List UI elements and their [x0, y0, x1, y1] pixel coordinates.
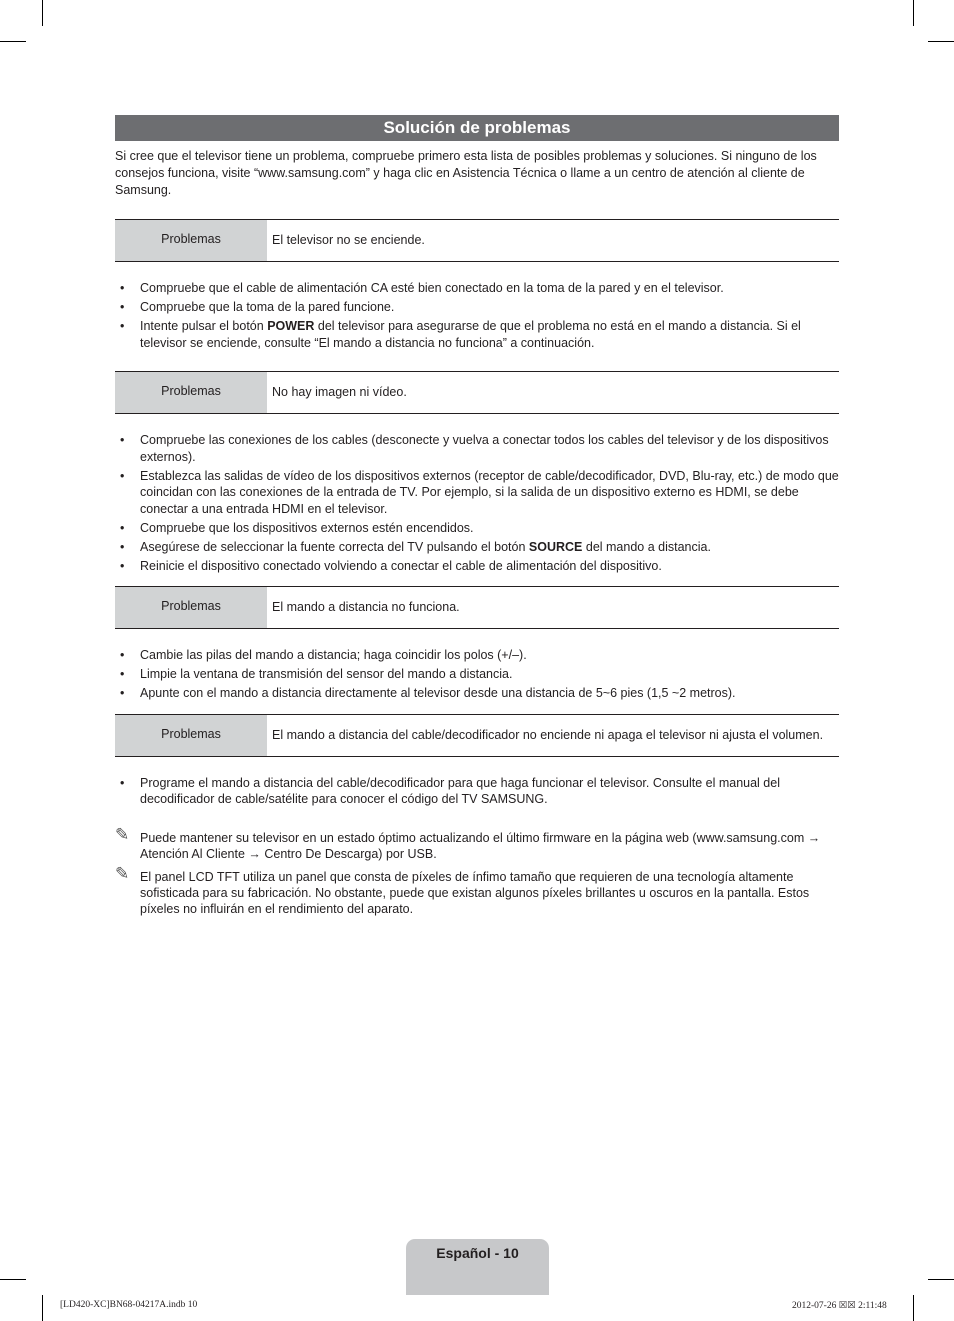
solution-list [115, 432, 839, 574]
crop-mark [913, 0, 914, 26]
crop-mark [928, 41, 954, 42]
crop-mark [0, 1279, 26, 1280]
crop-mark [928, 1279, 954, 1280]
solution-item [115, 775, 839, 808]
solution-text: Limpie la ventana de transmisión del sensor del mando a distancia. [140, 667, 513, 681]
print-timestamp: 2012-07-26 ☒☒ 2:11:48 [792, 1301, 887, 1311]
crop-mark [913, 1295, 914, 1321]
problems-list [115, 219, 839, 808]
pencil-note-icon: ✎ [115, 863, 130, 883]
solution-text: Programe el mando a distancia del cable/decodificador para que haga funcionar el televisor. Consulte el manual del decodificador de cable/satélite para conocer el código del TV SAMSUNG. [140, 775, 780, 806]
solution-item [115, 520, 839, 537]
notes-section [115, 824, 839, 917]
solution-item [115, 666, 839, 683]
problem-label: Problemas [115, 715, 267, 756]
note-item [115, 863, 839, 917]
problem-label: Problemas [115, 587, 267, 628]
button-name: POWER [267, 319, 315, 333]
crop-mark [42, 1295, 43, 1321]
problem-row [115, 714, 839, 757]
crop-mark [0, 41, 26, 42]
note-text: El panel LCD TFT utiliza un panel que consta de píxeles de ínfimo tamaño que requieren de una tecnología altamente sofisticada para su fabricación. No obstante, puede que existan algunos píxeles brillantes u oscuros en la pantalla. Estos píxeles no influirán en el rendimiento del aparato. [140, 869, 810, 916]
solution-text: Reinicie el dispositivo conectado volviendo a conectar el cable de alimentación del dispositivo. [140, 558, 662, 573]
solution-text: Asegúrese de seleccionar la fuente correcta del TV pulsando el botón [140, 539, 529, 554]
page-content [115, 115, 839, 924]
page-number-tab [406, 1239, 549, 1295]
solution-item [115, 468, 839, 518]
solution-item [115, 558, 839, 575]
file-slug: [LD420-XC]BN68-04217A.indb 10 [60, 1300, 198, 1310]
solution-text: Compruebe las conexiones de los cables (desconecte y vuelva a conectar todos los cables del televisor y de los dispositivos externos). [140, 433, 829, 464]
problem-label: Problemas [115, 372, 267, 413]
solution-list [115, 280, 839, 351]
problem-row [115, 219, 839, 262]
solution-item [115, 299, 839, 316]
problem-description: El mando a distancia del cable/decodificador no enciende ni apaga el televisor ni ajusta el volumen. [272, 727, 824, 742]
page-number-label: Español - 10 [436, 1245, 519, 1261]
solution-list [115, 647, 839, 702]
button-name: SOURCE [528, 539, 583, 554]
solution-text: Establezca las salidas de vídeo de los dispositivos externos (receptor de cable/decodificador, DVD, Blu-ray, etc.) de modo que coincidan con las conexiones de la entrada de TV. Por ejemplo, si la salida de un dispositivo externo es HDMI, se debe conectar a una entrada HDMI en el televisor. [140, 468, 839, 516]
problem-label: Problemas [115, 220, 267, 261]
problem-description: El mando a distancia no funciona. [272, 600, 460, 614]
solution-item [115, 432, 839, 465]
problem-description: El televisor no se enciende. [272, 233, 425, 247]
note-item [115, 824, 839, 862]
solution-text: del televisor para asegurarse de que el problema no está en el mando a distancia. Si el televisor se enciende, consulte “El mando a distancia no funciona” a continuación. [140, 319, 801, 350]
solution-text: Compruebe que el cable de alimentación CA esté bien conectado en la toma de la pared y en el televisor. [140, 281, 724, 295]
solution-text: Compruebe que la toma de la pared funcione. [140, 300, 395, 314]
intro-paragraph: Si cree que el televisor tiene un problema, compruebe primero esta lista de posibles problemas y soluciones. Si ninguno de los consejos funciona, visite “www.samsung.com” y haga clic en Asistencia Técnica o llame a un centro de atención al cliente de Samsung. [115, 149, 817, 197]
problem-description: No hay imagen ni vídeo. [272, 385, 407, 399]
solution-text: Cambie las pilas del mando a distancia; haga coincidir los polos (+/–). [140, 648, 527, 662]
solution-item [115, 318, 839, 351]
solution-text: Apunte con el mando a distancia directamente al televisor desde una distancia de 5~6 pies (1,5 ~2 metros). [140, 686, 736, 700]
note-text: Puede mantener su televisor en un estado óptimo actualizando el último firmware en la página web (www.samsung.com → Atención Al Cliente → Centro De Descarga) por USB. [140, 830, 821, 861]
problem-row [115, 371, 839, 414]
solution-text: del mando a distancia. [582, 539, 711, 554]
solution-item [115, 647, 839, 664]
solution-item [115, 280, 839, 297]
solution-item [115, 685, 839, 702]
pencil-note-icon: ✎ [115, 824, 130, 844]
solution-text: Compruebe que los dispositivos externos estén encendidos. [140, 520, 474, 535]
solution-text: Intente pulsar el botón [140, 319, 268, 333]
problem-row [115, 586, 839, 629]
section-title: Solución de problemas [115, 115, 839, 141]
crop-mark [42, 0, 43, 26]
solution-item [115, 539, 839, 556]
solution-list [115, 775, 839, 808]
